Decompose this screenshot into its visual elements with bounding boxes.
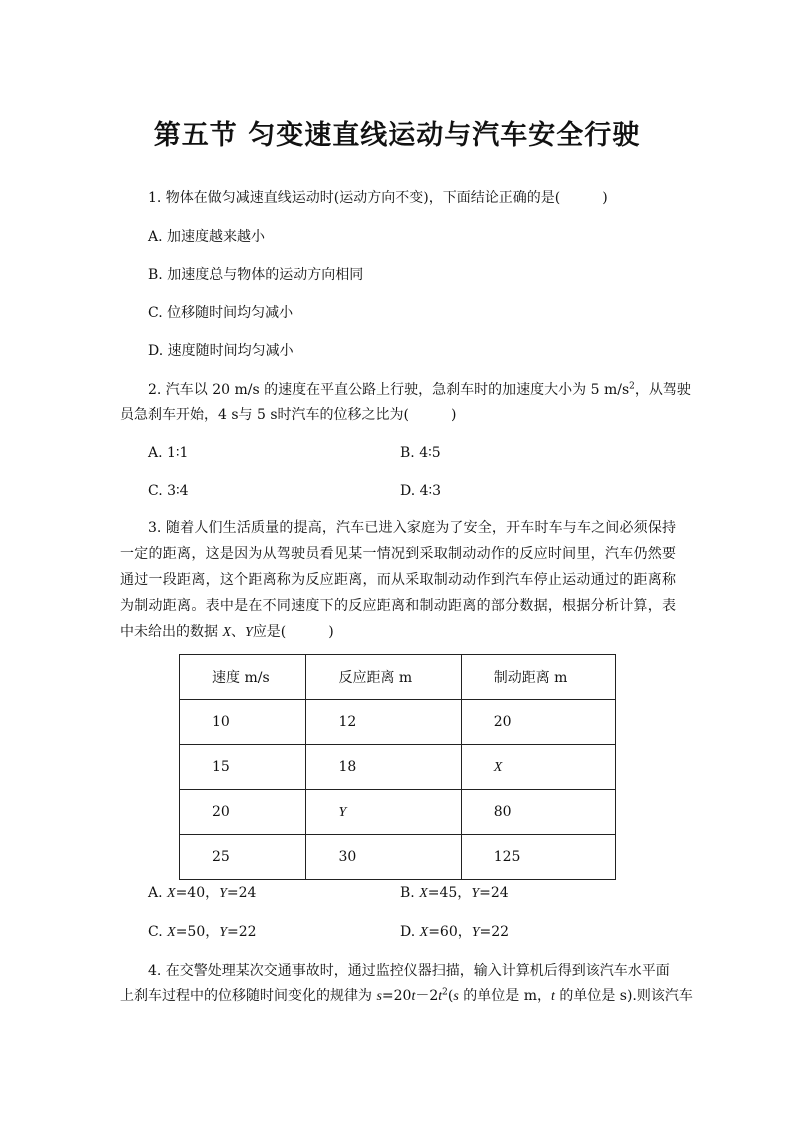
question-1-option-b: B. 加速度总与物体的运动方向相同 bbox=[148, 267, 364, 283]
q4-var-t: t bbox=[551, 989, 555, 1004]
question-2-text-b: ，从驾驶 bbox=[634, 382, 691, 398]
table-header-row bbox=[180, 655, 616, 700]
question-3-option-a bbox=[148, 883, 256, 904]
question-2-line-1 bbox=[148, 380, 691, 400]
table-row bbox=[180, 745, 616, 790]
option-value-y: =22 bbox=[227, 924, 257, 940]
q4-text: －2 bbox=[415, 988, 439, 1004]
table-cell-var-y: Y bbox=[338, 804, 347, 820]
option-value-y: =24 bbox=[226, 885, 257, 901]
table-cell bbox=[306, 790, 461, 835]
table-header: 反应距离 m bbox=[306, 655, 461, 700]
table-cell: 20 bbox=[180, 790, 306, 835]
question-1-option-a: A. 加速度越来越小 bbox=[148, 229, 266, 245]
question-4-line-1: 4. 在交警处理某次交通事故时，通过监控仪器扫描，输入计算机后得到该汽车水平面 bbox=[148, 963, 670, 979]
option-letter: B. bbox=[400, 885, 420, 901]
table-cell: 15 bbox=[180, 745, 306, 790]
q4-text: 的单位是 m， bbox=[458, 988, 551, 1004]
table-cell: 12 bbox=[306, 700, 461, 745]
table-cell: 18 bbox=[306, 745, 461, 790]
option-letter: D. bbox=[400, 924, 420, 940]
data-table bbox=[179, 654, 616, 880]
question-2-option-d: D. 4∶3 bbox=[400, 483, 442, 499]
option-var-x: X bbox=[167, 925, 176, 940]
table-cell: 80 bbox=[461, 790, 615, 835]
table-cell: 125 bbox=[461, 835, 615, 880]
option-var-y: Y bbox=[471, 925, 480, 940]
question-3-var-x: X bbox=[222, 625, 232, 640]
question-2-exponent: 2 bbox=[629, 381, 635, 392]
option-letter: C. bbox=[148, 924, 168, 940]
q4-var-t: t bbox=[411, 989, 416, 1004]
option-var-x: X bbox=[167, 886, 176, 901]
question-2-line-2: 员急刹车开始，4 s与 5 s时汽车的位移之比为( ) bbox=[120, 407, 457, 423]
option-value-y: =24 bbox=[479, 885, 509, 901]
option-value-x: =50， bbox=[175, 924, 220, 940]
q4-text: 上刹车过程中的位移随时间变化的规律为 bbox=[120, 988, 377, 1004]
table-header: 制动距离 m bbox=[461, 655, 615, 700]
question-2-option-c: C. 3∶4 bbox=[148, 483, 189, 499]
question-2-option-a: A. 1∶1 bbox=[148, 445, 189, 461]
table-cell: 30 bbox=[306, 835, 461, 880]
q4-text: 的单位是 s).则该汽车 bbox=[554, 988, 693, 1004]
table-cell bbox=[461, 745, 615, 790]
question-3-text-b: 应是( ) bbox=[252, 624, 334, 640]
option-letter: A. bbox=[148, 885, 168, 901]
question-1-option-d: D. 速度随时间均匀减小 bbox=[148, 343, 294, 359]
question-2-option-b: B. 4∶5 bbox=[400, 445, 441, 461]
question-3-text-a: 3. 随着人们生活质量的提高，汽车已进入家庭为了安全，开车时车与车之间必须保持一定的距离，这是因为从驾驶员看见某一情况到采取制动动作的反应时间里，汽车仍然要通过一段距离，这个距离称为反应距离，而从采取制动动作到汽车停止运动通过的距离称为制动距离。表中是在不同速度下的反应距离和制动距离的部分数据，根据分析计算，表中未给出的数据 bbox=[120, 520, 676, 640]
table-cell-var-x: X bbox=[493, 759, 503, 775]
table-row bbox=[180, 700, 616, 745]
option-var-y: Y bbox=[471, 886, 480, 901]
question-2-text-a: 2. 汽车以 20 m/s 的速度在平直公路上行驶，急刹车时的加速度大小为 5 m/s bbox=[148, 382, 630, 398]
question-3-stem bbox=[120, 515, 676, 646]
q4-text: =20 bbox=[381, 988, 412, 1004]
question-1-option-c: C. 位移随时间均匀减小 bbox=[148, 305, 294, 321]
option-value-x: =60， bbox=[428, 924, 472, 940]
option-var-y: Y bbox=[219, 925, 228, 940]
table-cell: 10 bbox=[180, 700, 306, 745]
q4-text: ( bbox=[447, 988, 454, 1004]
question-4-line-2 bbox=[120, 986, 693, 1007]
q4-var-s: s bbox=[376, 989, 382, 1004]
option-var-y: Y bbox=[219, 886, 227, 901]
q4-exponent: 2 bbox=[442, 987, 448, 998]
question-3-option-d bbox=[400, 922, 509, 943]
page-title: 第五节 匀变速直线运动与汽车安全行驶 bbox=[153, 120, 641, 151]
question-3-var-y: Y bbox=[245, 625, 253, 640]
question-3-option-b bbox=[400, 883, 509, 904]
option-var-x: X bbox=[419, 925, 429, 940]
option-value-x: =45， bbox=[427, 885, 472, 901]
q4-var-t: t bbox=[438, 989, 443, 1004]
question-1-stem: 1. 物体在做匀减速直线运动时(运动方向不变)，下面结论正确的是( ) bbox=[148, 190, 608, 206]
table-cell: 25 bbox=[180, 835, 306, 880]
table-row bbox=[180, 835, 616, 880]
q4-var-s: s bbox=[453, 989, 459, 1004]
question-3-option-c bbox=[148, 922, 257, 943]
option-value-y: =22 bbox=[479, 924, 510, 940]
table-header: 速度 m/s bbox=[180, 655, 306, 700]
option-value-x: =40， bbox=[175, 885, 220, 901]
table-row bbox=[180, 790, 616, 835]
question-3-separator: 、 bbox=[231, 624, 246, 640]
option-var-x: X bbox=[419, 886, 428, 901]
table-cell: 20 bbox=[461, 700, 615, 745]
